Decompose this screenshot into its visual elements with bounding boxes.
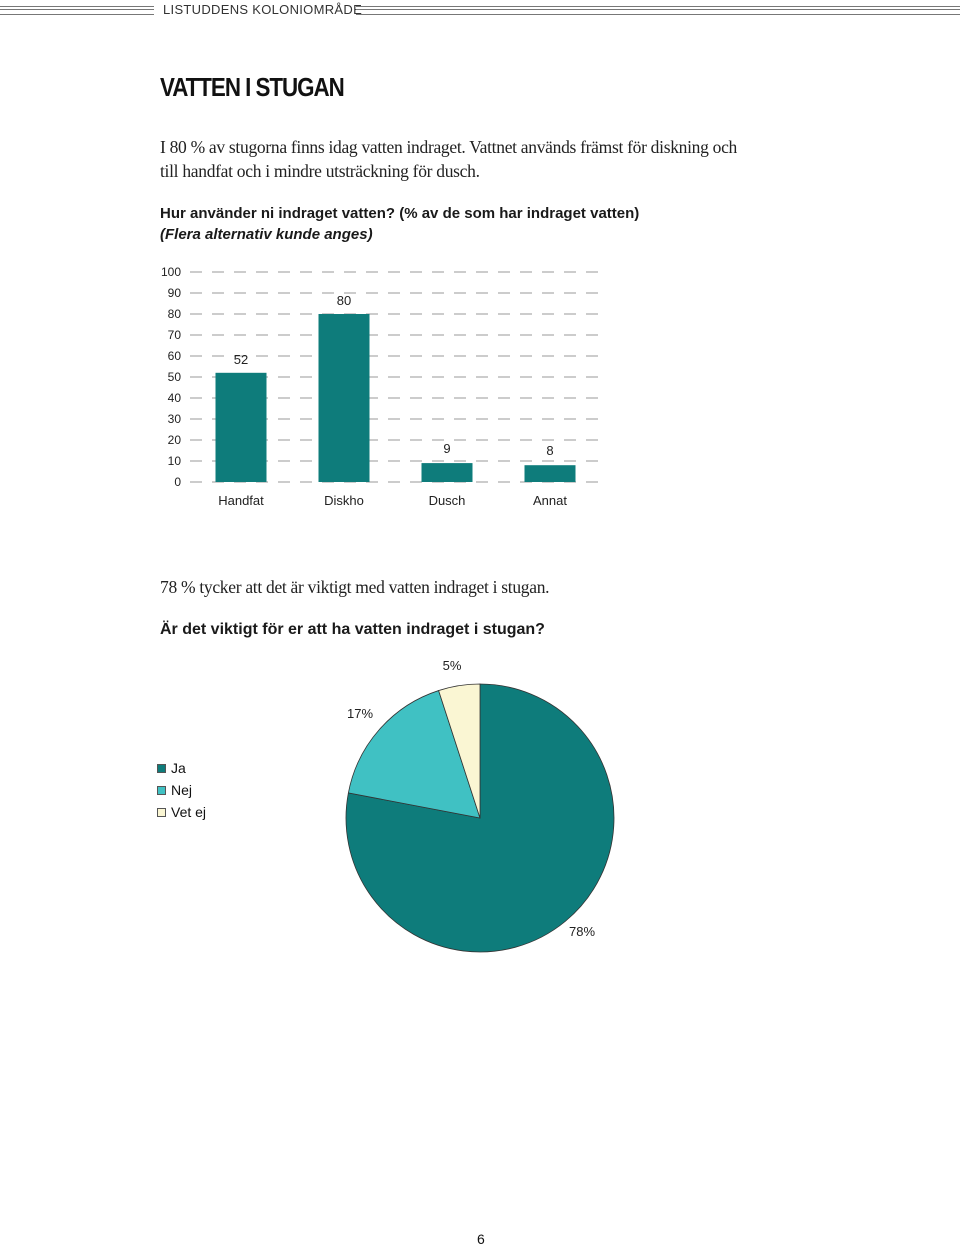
y-tick-label: 30 bbox=[167, 412, 181, 426]
header-rule-left bbox=[0, 6, 154, 15]
legend-item-vet-ej bbox=[157, 801, 206, 823]
legend-label-ja: Ja bbox=[171, 760, 186, 776]
bar-data-label: 9 bbox=[443, 441, 451, 457]
bar-question-main: Hur använder ni indraget vatten? bbox=[160, 205, 396, 222]
legend-label-nej: Nej bbox=[171, 782, 193, 798]
y-tick-label: 100 bbox=[160, 265, 181, 279]
x-tick-label: Dusch bbox=[428, 493, 466, 508]
y-tick-label: 90 bbox=[167, 286, 181, 300]
bar-data-label: 80 bbox=[336, 293, 352, 308]
bar-chart bbox=[150, 260, 620, 520]
bar-question-note: (% av de som har indraget vatten) bbox=[395, 205, 640, 222]
pie-chart-svg bbox=[300, 650, 660, 960]
pie-data-label: 78% bbox=[568, 924, 596, 939]
mid-text: 78 % tycker att det är viktigt med vatten indraget i stugan. bbox=[160, 577, 550, 597]
pie-question: Är det viktigt för er att ha vatten indraget i stugan? bbox=[160, 621, 545, 638]
bar-data-label: 8 bbox=[546, 443, 554, 459]
bar-chart-svg bbox=[150, 260, 620, 520]
y-tick-label: 0 bbox=[174, 475, 181, 489]
page-header bbox=[0, 0, 960, 20]
pie-data-label: 17% bbox=[346, 706, 374, 721]
pie-chart bbox=[300, 650, 660, 960]
legend-item-ja bbox=[157, 757, 206, 779]
y-tick-label: 70 bbox=[167, 328, 181, 342]
pie-data-label: 5% bbox=[442, 658, 462, 673]
legend-swatch-nej bbox=[157, 786, 166, 795]
header-title: LISTUDDENS KOLONIOMRÅDE bbox=[163, 2, 363, 17]
y-tick-label: 80 bbox=[167, 307, 181, 321]
legend-swatch-vet-ej bbox=[157, 808, 166, 817]
bar-question bbox=[160, 205, 639, 222]
y-tick-label: 20 bbox=[167, 433, 181, 447]
y-tick-label: 10 bbox=[167, 454, 181, 468]
legend-swatch-ja bbox=[157, 764, 166, 773]
legend-label-vet-ej: Vet ej bbox=[171, 804, 207, 820]
y-tick-label: 50 bbox=[167, 370, 181, 384]
bar bbox=[319, 314, 370, 482]
bar bbox=[422, 463, 473, 482]
y-tick-label: 60 bbox=[167, 349, 181, 363]
x-tick-label: Annat bbox=[533, 493, 567, 508]
x-tick-label: Diskho bbox=[324, 493, 364, 508]
header-rule-right bbox=[356, 6, 960, 15]
section-title: VATTEN I STUGAN bbox=[160, 72, 344, 102]
intro-line-2: till handfat och i mindre utsträckning för dusch. bbox=[160, 161, 480, 181]
page-number: 6 bbox=[477, 1231, 485, 1247]
bar bbox=[525, 465, 576, 482]
y-tick-label: 40 bbox=[167, 391, 181, 405]
bar-data-label: 52 bbox=[233, 351, 249, 367]
x-tick-label: Handfat bbox=[218, 493, 264, 508]
bar-question-sub bbox=[160, 226, 373, 243]
legend-item-nej bbox=[157, 779, 206, 801]
bar-question-sub-text: (Flera alternativ kunde anges) bbox=[160, 226, 373, 243]
intro-line-1: I 80 % av stugorna finns idag vatten indraget. Vattnet används främst för diskning och bbox=[160, 137, 738, 157]
pie-legend bbox=[157, 757, 206, 823]
bar bbox=[216, 373, 267, 482]
